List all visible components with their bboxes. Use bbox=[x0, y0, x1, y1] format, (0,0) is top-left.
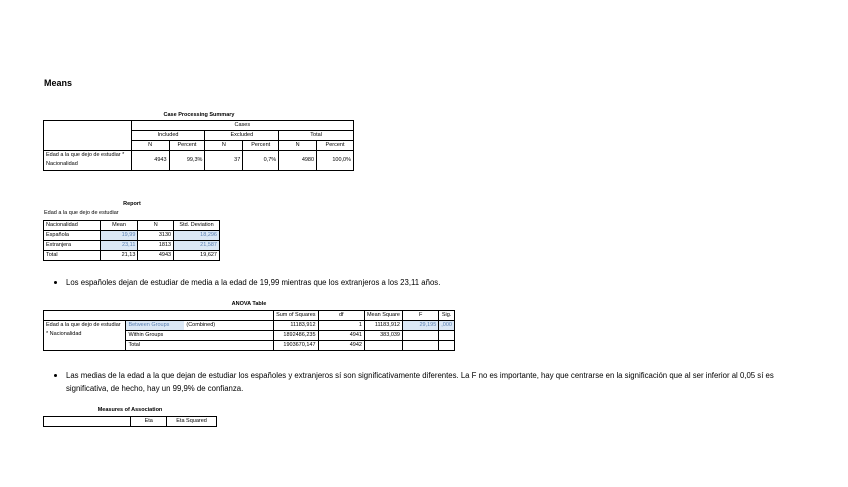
between-sig-cell: ,000 bbox=[439, 321, 455, 331]
within-f-cell bbox=[403, 331, 439, 341]
report-row-label: Total bbox=[44, 251, 101, 261]
case-row-label: Edad a la que dejo de estudiar * Nacionalidad bbox=[44, 151, 132, 171]
report-mean-cell: 23,11 bbox=[100, 241, 138, 251]
report-sd-cell: 21,587 bbox=[174, 241, 220, 251]
n-header: N bbox=[131, 141, 169, 151]
within-ss-cell: 1892486,235 bbox=[274, 331, 318, 341]
eta-header: Eta bbox=[131, 417, 167, 427]
total-n-cell: 4980 bbox=[279, 151, 317, 171]
eta-squared-header: Eta Squared bbox=[167, 417, 217, 427]
anova-table bbox=[43, 310, 455, 351]
association-title: Measures of Association bbox=[97, 407, 163, 413]
report-n-cell: 4943 bbox=[138, 251, 174, 261]
anova-corner bbox=[44, 311, 274, 321]
included-pct-cell: 99,3% bbox=[169, 151, 205, 171]
f-header: F bbox=[403, 311, 439, 321]
n-header: N bbox=[138, 221, 174, 231]
total-df-cell: 4942 bbox=[318, 341, 364, 351]
std-deviation-header: Std. Deviation bbox=[174, 221, 220, 231]
sig-header: Sig. bbox=[439, 311, 455, 321]
report-row-label: Extranjera bbox=[44, 241, 101, 251]
percent-header: Percent bbox=[169, 141, 205, 151]
included-n-cell: 4943 bbox=[131, 151, 169, 171]
within-ms-cell: 383,039 bbox=[364, 331, 402, 341]
association-corner bbox=[44, 417, 131, 427]
anova-row-label: Edad a la que dejo de estudiar * Nacionalidad bbox=[44, 321, 126, 351]
report-n-cell: 1813 bbox=[138, 241, 174, 251]
n-header: N bbox=[279, 141, 317, 151]
between-groups-label: Between Groups bbox=[126, 321, 184, 331]
combined-label: (Combined) bbox=[184, 321, 273, 331]
between-ss-cell: 11183,912 bbox=[274, 321, 318, 331]
case-summary-table bbox=[43, 120, 354, 171]
report-subtitle: Edad a la que dejo de estudiar bbox=[44, 210, 119, 216]
total-f-cell bbox=[403, 341, 439, 351]
within-groups-label: Within Groups bbox=[126, 331, 274, 341]
report-mean-cell: 19,99 bbox=[100, 231, 138, 241]
mean-header: Mean bbox=[100, 221, 138, 231]
percent-header: Percent bbox=[317, 141, 354, 151]
total-label: Total bbox=[126, 341, 274, 351]
df-header: df bbox=[318, 311, 364, 321]
nationality-header: Nacionalidad bbox=[44, 221, 101, 231]
report-sd-cell: 19,627 bbox=[174, 251, 220, 261]
within-sig-cell bbox=[439, 331, 455, 341]
excluded-pct-cell: 0,7% bbox=[243, 151, 279, 171]
report-n-cell: 3130 bbox=[138, 231, 174, 241]
case-summary-corner bbox=[44, 121, 132, 151]
bullet-icon bbox=[54, 281, 57, 284]
cases-header: Cases bbox=[131, 121, 353, 131]
report-row-label: Española bbox=[44, 231, 101, 241]
total-ms-cell bbox=[364, 341, 402, 351]
bullet-icon bbox=[54, 374, 57, 377]
total-header: Total bbox=[279, 131, 354, 141]
anova-title: ANOVA Table bbox=[231, 301, 267, 307]
between-ms-cell: 11183,912 bbox=[364, 321, 402, 331]
total-ss-cell: 1903670,147 bbox=[274, 341, 318, 351]
sum-of-squares-header: Sum of Squares bbox=[274, 311, 318, 321]
total-pct-cell: 100,0% bbox=[317, 151, 354, 171]
report-title: Report bbox=[123, 201, 141, 207]
n-header: N bbox=[205, 141, 243, 151]
excluded-header: Excluded bbox=[205, 131, 279, 141]
association-table bbox=[43, 416, 217, 427]
between-df-cell: 1 bbox=[318, 321, 364, 331]
mean-square-header: Mean Square bbox=[364, 311, 402, 321]
percent-header: Percent bbox=[243, 141, 279, 151]
case-summary-title: Case Processing Summary bbox=[163, 112, 235, 118]
report-table bbox=[43, 220, 220, 261]
included-header: Included bbox=[131, 131, 205, 141]
between-f-cell: 29,195 bbox=[403, 321, 439, 331]
report-mean-cell: 21,13 bbox=[100, 251, 138, 261]
report-sd-cell: 18,296 bbox=[174, 231, 220, 241]
total-sig-cell bbox=[439, 341, 455, 351]
within-df-cell: 4941 bbox=[318, 331, 364, 341]
excluded-n-cell: 37 bbox=[205, 151, 243, 171]
page-heading: Means bbox=[44, 78, 73, 88]
